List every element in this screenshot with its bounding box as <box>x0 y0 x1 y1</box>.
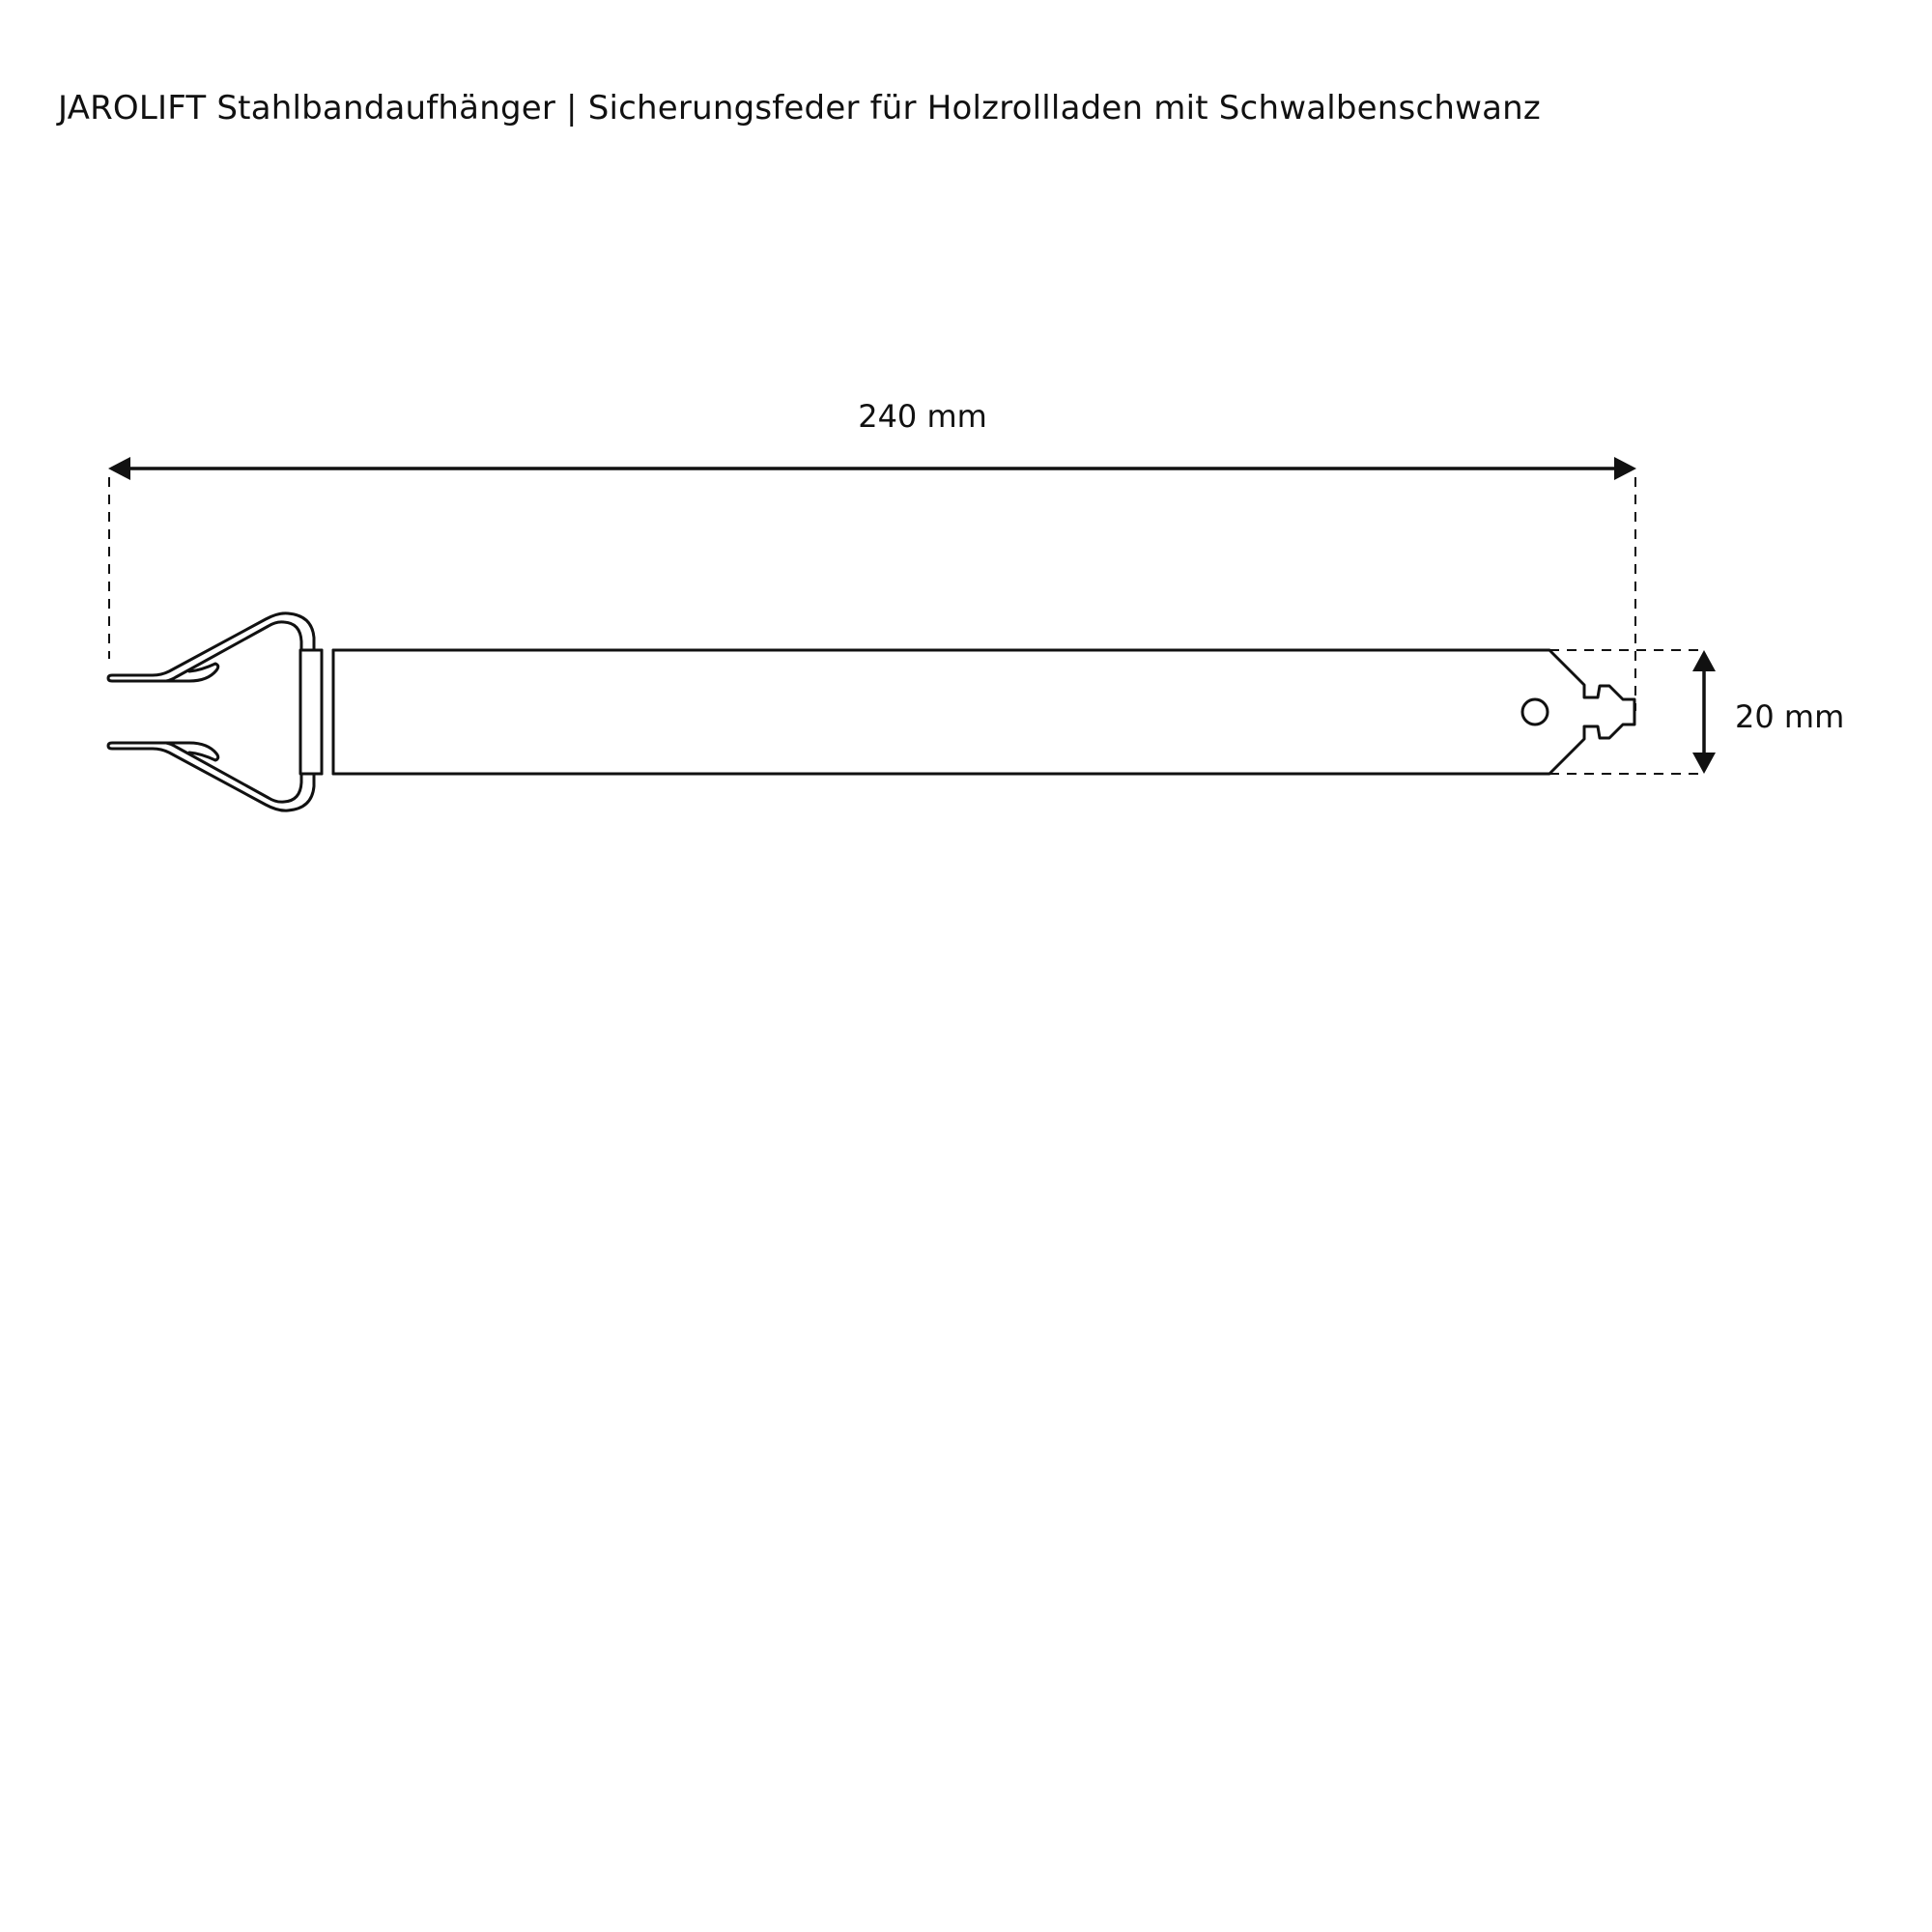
length-label: 240 mm <box>858 398 987 435</box>
strap-body <box>333 650 1634 774</box>
spring-upper-arm-inner <box>166 622 301 681</box>
width-arrow-bottom <box>1692 753 1716 774</box>
width-dimension <box>1549 650 1844 774</box>
spring-lower-arm-inner <box>166 743 301 802</box>
length-arrow-left <box>108 457 130 480</box>
length-arrow-right <box>1614 457 1636 480</box>
mounting-hole <box>1522 699 1548 724</box>
length-dimension <box>108 398 1636 711</box>
securing-spring <box>108 613 333 810</box>
width-label: 20 mm <box>1735 698 1845 735</box>
spring-crossbar <box>300 650 322 774</box>
width-arrow-top <box>1692 650 1716 671</box>
steel-strap <box>333 650 1634 774</box>
page-title: JAROLIFT Stahlbandaufhänger | Sicherungsfeder für Holzrollladen mit Schwalbenschwanz <box>58 89 1541 128</box>
